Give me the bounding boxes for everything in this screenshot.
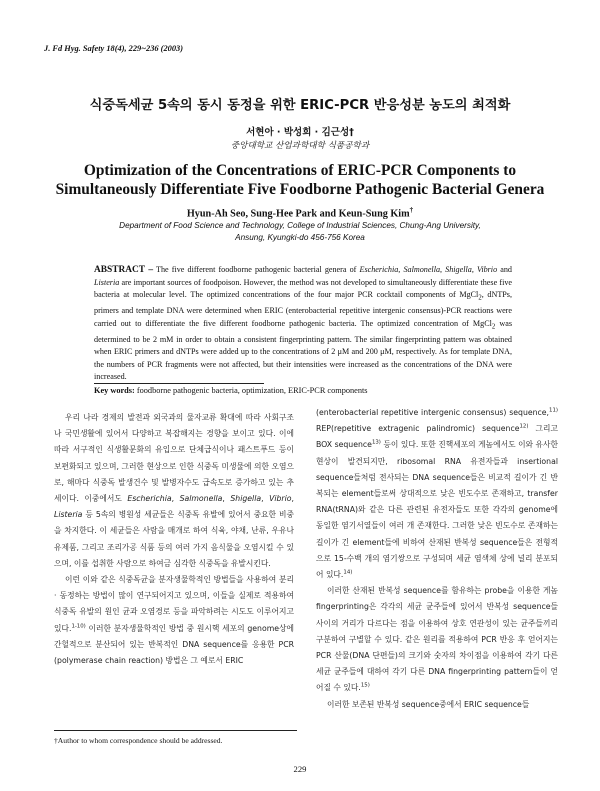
body-column-left <box>54 410 294 669</box>
paragraph-text: 등 5속의 병원성 세균들은 식중독 유발에 있어서 중요한 비중을 차지한다. 이 세균들은 사람을 매개로 하여 식육, 야채, 난류, 우유나 유제품, 그리고 조리가공 식품 등의 여러 가지 음식물을 오염시킬 수 있으며, 이를 섭취한 사람으로 하여금 심각한 식중독을 유발시킨다. <box>54 510 294 568</box>
abstract-text: , <box>440 265 446 274</box>
paragraph-text: (enterobacterial repetitive intergenic consensus) sequence, <box>316 408 550 417</box>
abstract-genus: Shigella <box>445 265 472 274</box>
paragraph-text: 그리고 BOX sequence <box>316 424 558 450</box>
korean-authors: 서현아 · 박성희 · 김근성† <box>246 127 354 138</box>
genus-name: Shigella <box>230 494 262 504</box>
separator: , <box>261 494 270 504</box>
keywords-divider <box>94 383 264 384</box>
paragraph <box>54 572 294 669</box>
abstract-subscript: 2 <box>491 323 496 331</box>
abstract-genus: Salmonella <box>403 265 441 274</box>
paragraph-text: 이런 이와 같은 식중독균을 분자생물학적인 방법들을 사용하여 분리 · 동정하는 방법이 많이 연구되어지고 있으며, 이들을 실제로 적용하여 식중독 유발의 원인 균과 오염경로 등을 파악하려는 시도도 이루어지고 있다. <box>54 575 294 633</box>
english-affiliation-line-1: Department of Food Science and Technology, College of Industrial Sciences, Chung-Ang University, <box>119 221 481 230</box>
abstract-genus: Escherichia <box>359 265 399 274</box>
citation: 14) <box>343 569 353 576</box>
korean-title: 식중독세균 5속의 동시 동정을 위한 ERIC-PCR 반응성분 농도의 최적화 <box>89 98 511 113</box>
paragraph-text: REP(repetitive extragenic palindromic) sequence <box>316 424 520 434</box>
abstract-text: are important sources of foodpoison. However, the method was not developed to simultaneously differentiate these five bacteria at molecular level. The optimized concentrations of the four major PCR cocktail components of MgCl <box>94 277 512 299</box>
paragraph <box>316 583 558 696</box>
abstract-label: ABSTRACT – <box>94 265 154 275</box>
abstract-subscript: 2 <box>478 294 482 302</box>
paragraph <box>316 697 558 713</box>
abstract <box>94 264 512 384</box>
korean-affiliation: 중앙대학교 산업과학대학 식품공학과 <box>230 141 370 151</box>
paragraph-text: 이러한 분자생물학적인 방법 중 원시핵 세포의 genome상에 간헐적으로 분산되어 있는 반복적인 DNA sequence를 응용한 PCR (polymerase chain reaction) 방법은 그 예로서 ERIC <box>54 623 294 666</box>
english-authors-names: Hyun-Ah Seo, Sung-Hee Park and Keun-Sung Kim <box>186 208 410 220</box>
keywords-label: Key words: <box>94 386 135 395</box>
genus-name: Escherichia <box>127 494 172 504</box>
english-affiliation <box>0 220 600 244</box>
body-column-right <box>316 405 558 713</box>
citation: 11) <box>549 407 558 414</box>
english-title <box>0 161 600 199</box>
keywords-text: foodborne pathogenic bacteria, optimization, ERIC-PCR components <box>134 386 368 395</box>
separator: , <box>171 494 180 504</box>
abstract-text: , dNTPs, primers and template DNA were determined when ERIC (enterobacterial repetitive intergenic consensus)-PCR reactions were carried out to differentiate the five different foodborne pathogenic bacteria. The optimized concentration of MgCl <box>94 290 512 328</box>
genus-name: Salmonella <box>179 494 223 504</box>
separator: , <box>222 494 231 504</box>
citation: 12) <box>519 423 529 430</box>
abstract-text: , <box>471 265 477 274</box>
abstract-text: was determined to be 2 mM in order to obtain a consistent fingerprinting pattern. The similar fingerprinting pattern was obtained when ERIC primers and dNTPs were added up to the concentrations of 2 μM and 200 μM, respectively. As for template DNA, the numbers of PCR fragments were not affected, but their intensities were increased as the concentrations of the DNA were increased. <box>94 318 512 382</box>
english-title-line-2: Simultaneously Differentiate Five Foodborne Pathogenic Bacterial Genera <box>55 181 545 198</box>
genus-name: Listeria <box>54 510 83 520</box>
page-number: 229 <box>293 764 307 774</box>
abstract-text: and <box>497 265 512 274</box>
english-title-line-1: Optimization of the Concentrations of ERIC-PCR Components to <box>83 162 517 179</box>
citation: 15) <box>360 682 370 689</box>
paragraph-text: 이러한 보존된 반복성 sequence중에서 ERIC sequence들 <box>327 699 530 709</box>
abstract-text: The five different foodborne pathogenic bacterial genera of <box>153 265 360 274</box>
separator: , <box>291 494 294 504</box>
keywords <box>94 386 368 395</box>
paragraph-text: 등이 있다. 또한 진핵세포의 게놈에서도 이와 유사한 현상이 발견되지만, ribosomal RNA 유전자들과 insertional sequence들처럼 전사되는 DNA sequence들은 비교적 길이가 긴 반복되는 element들로써 상대적으로 낮은 빈도수로 존재하고, transfer RNA(tRNA)와 같은 다른 관련된 유전자들도 또한 각각의 genome에 동일한 염기서열들이 여러 개 존재한다. 그러한 낮은 빈도수로 존재하는 길이가 긴 element들에 비하여 산재된 반복성 sequence들은 전형적으로 15-수백 개의 염기쌍으로 구성되며 세균 염색체 상에 널리 분포되어 있다. <box>316 440 558 580</box>
citation: 1-10) <box>71 623 86 630</box>
corresponding-author-mark: † <box>409 206 414 214</box>
paragraph <box>54 410 294 572</box>
journal-citation: J. Fd Hyg. Safety 18(4), 229~236 (2003) <box>44 44 183 53</box>
abstract-genus: Listeria <box>94 277 120 287</box>
citation: 13) <box>371 439 381 446</box>
paragraph-text: 이러한 산재된 반복성 sequence를 함유하는 probe을 이용한 게놈 fingerprinting은 각각의 세균 균주들에 있어서 반복성 sequence들 사이의 거리가 다르다는 점을 이용하여 상호 연관성이 있는 균주들끼리 구분하여 구별할 수 있다. 같은 원리를 적용하여 PCR 반응 후 얻어지는 PCR 산물(DNA 단편들)의 크기와 숫자의 차이점을 이용하여 각기 다른 세균 균주들에 대하여 각기 다른 DNA fingerprinting pattern들이 얻어질 수 있다. <box>316 586 558 693</box>
footnote: †Author to whom correspondence should be addressed. <box>54 736 223 745</box>
english-affiliation-line-2: Ansung, Kyungki-do 456-756 Korea <box>235 233 365 242</box>
abstract-genus: Vibrio <box>476 265 498 274</box>
footnote-divider <box>54 730 297 731</box>
english-authors <box>0 206 600 219</box>
abstract-text: , <box>398 265 404 274</box>
paragraph <box>316 405 558 583</box>
paragraph-text: 우리 나라 경제의 발전과 외국과의 물자교류 확대에 따라 사회구조나 국민생활에 있어서 다양하고 복잡해지는 경향을 보이고 있다. 이에 따라 서구적인 식생활문화의 유입으로 단체급식이나 패스트푸드 등이 보편화되고 있으며, 그러한 현상으로 인한 식중독 미생물에 의한 오염으로, 해마다 식중독 발생건수 및 발병자수도 급속도로 증가하고 있는 추세이다. 이중에서도 <box>54 413 294 504</box>
genus-name: Vibrio <box>269 494 292 504</box>
